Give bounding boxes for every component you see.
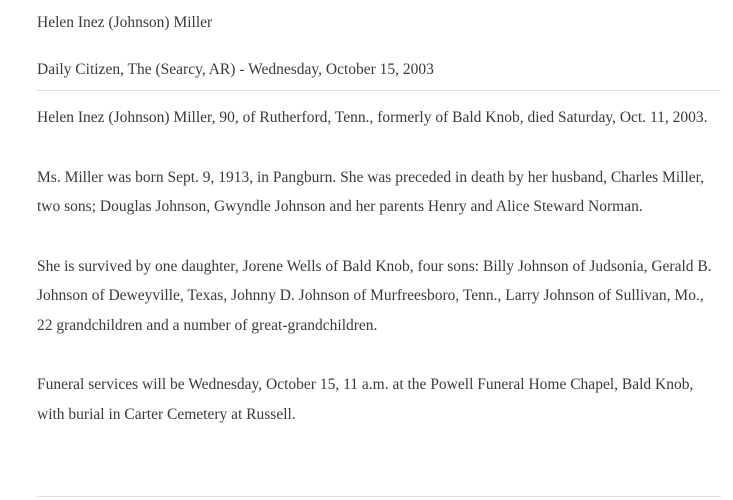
paragraph-death-notice: Helen Inez (Johnson) Miller, 90, of Rutherford, Tenn., formerly of Bald Knob, died Saturday, Oct. 11, 2003. xyxy=(37,109,708,126)
paragraph-survivors: She is survived by one daughter, Jorene Wells of Bald Knob, four sons: Billy Johnson of Judsonia, Gerald B. Johnson of Deweyville, Texas, Johnny D. Johnson of Murfreesboro, Tenn., Larry Johnson of Sullivan, Mo., 22 grandchildren and a number of great-grandchildren. xyxy=(37,257,712,334)
page-title: Helen Inez (Johnson) Miller xyxy=(37,14,213,31)
paragraph-services: Funeral services will be Wednesday, October 15, 11 a.m. at the Powell Funeral Home Chapel, Bald Knob, with burial in Carter Cemetery at Russell. xyxy=(37,376,694,423)
article-body xyxy=(37,103,721,459)
top-divider xyxy=(37,90,721,91)
bottom-divider xyxy=(37,496,721,497)
paragraph-biography: Ms. Miller was born Sept. 9, 1913, in Pangburn. She was preceded in death by her husband, Charles Miller, two sons; Douglas Johnson, Gwyndle Johnson and her parents Henry and Alice Steward Norman. xyxy=(37,168,705,215)
source-line: Daily Citizen, The (Searcy, AR) - Wednesday, October 15, 2003 xyxy=(37,61,434,78)
